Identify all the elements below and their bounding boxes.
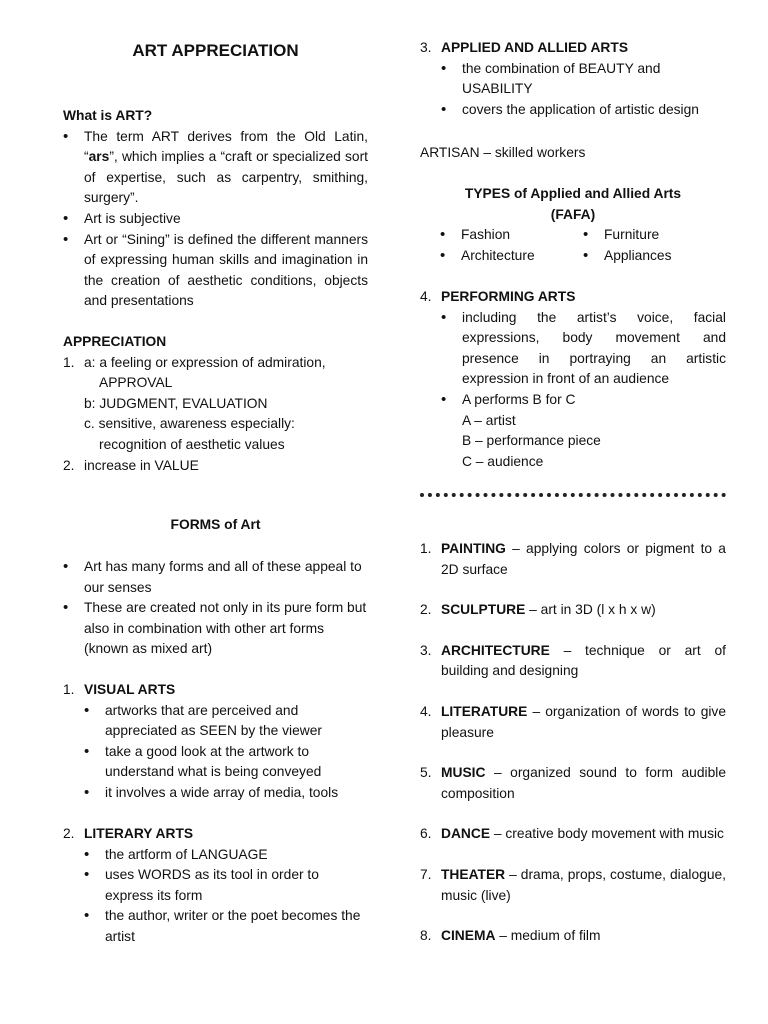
types-heading: TYPES of Applied and Allied Arts (FAFA): [464, 186, 682, 222]
forms-section: [63, 557, 368, 660]
what-is-art-bullet-3: • Art or “Sining” is defined the different manners of expressing human skills and imagination in the creation of aesthetic conditions, objects and presentations: [63, 230, 368, 312]
form-term: THEATER: [441, 866, 506, 882]
applied-arts-bullet-1: • the combination of BEAUTY and USABILITY: [441, 59, 726, 100]
appreciation-item-1: 1. a: a feeling or expression of admiration, APPROVAL b: JUDGMENT, EVALUATION c. sensitive, awareness especially: recognition of aesthetic values: [63, 354, 326, 452]
type-furniture: • Furniture: [583, 225, 726, 246]
forms-list: [420, 539, 726, 947]
form-term: LITERATURE: [441, 703, 528, 719]
what-is-art-heading: What is ART?: [63, 108, 153, 123]
form-list-item: 8. CINEMA – medium of film: [420, 928, 601, 944]
form-list-item: 3. ARCHITECTURE – technique or art of building and designing: [420, 642, 726, 679]
performing-arts-bullet-2: • A performs B for C A – artist B – performance piece C – audience: [441, 390, 726, 472]
what-is-art-section: [63, 106, 368, 312]
what-is-art-bullet-2: • Art is subjective: [63, 209, 368, 230]
visual-arts-item: 1. VISUAL ARTS • artworks that are perceived and appreciated as SEEN by the viewer • take a good look at the artwork to understand what is being conveyed • it involves a wide array of media, tools: [63, 680, 368, 804]
literary-arts-title: LITERARY ARTS: [84, 826, 194, 841]
literary-arts-bullet-1: • the artform of LANGUAGE: [84, 845, 368, 866]
forms-bullet-2: • These are created not only in its pure form but also in combination with other art forms (known as mixed art): [63, 598, 368, 660]
type-fashion: • Fashion: [440, 225, 583, 246]
form-definition: – organized sound to form audible composition: [441, 765, 726, 801]
visual-arts-section: [63, 680, 368, 804]
visual-arts-title: VISUAL ARTS: [84, 682, 176, 697]
form-term: PAINTING: [441, 541, 506, 556]
applied-arts-section: [420, 38, 726, 120]
performing-b: B – performance piece: [462, 433, 601, 449]
form-list-item: 7. THEATER – drama, props, costume, dialogue, music (live): [420, 866, 726, 903]
form-definition: – drama, props, costume, dialogue, music (live): [441, 866, 726, 903]
appreciation-item-2: 2. increase in VALUE: [63, 457, 199, 473]
visual-arts-bullet-1: • artworks that are perceived and appreciated as SEEN by the viewer: [84, 701, 368, 742]
applied-arts-title: APPLIED AND ALLIED ARTS: [441, 40, 629, 55]
dotted-divider: [420, 493, 726, 497]
performing-arts-section: [420, 287, 726, 472]
form-term: SCULPTURE: [441, 602, 526, 618]
page-title: ART APPRECIATION: [132, 41, 299, 60]
type-architecture: • Architecture: [440, 246, 583, 267]
types-list: [440, 225, 726, 266]
literary-arts-bullet-2: • uses WORDS as its tool in order to express its form: [84, 865, 368, 906]
form-list-item: 1. PAINTING – applying colors or pigment to a 2D surface: [420, 541, 726, 577]
visual-arts-bullet-3: • it involves a wide array of media, tools: [84, 783, 368, 804]
performing-c: C – audience: [462, 453, 544, 469]
form-term: ARCHITECTURE: [441, 642, 550, 658]
visual-arts-bullet-2: • take a good look at the artwork to understand what is being conveyed: [84, 742, 368, 783]
appreciation-section: [63, 332, 368, 476]
form-list-item: 5. MUSIC – organized sound to form audible composition: [420, 765, 726, 801]
form-definition: – organization of words to give pleasure: [441, 703, 726, 740]
performing-arts-item: 4. PERFORMING ARTS • including the artist’s voice, facial expressions, body movement and presence in portraying an artistic expression in front of an audience • A performs B for C A – artist B – performance piece C – audience: [420, 287, 726, 472]
artisan-definition: ARTISAN – skilled workers: [420, 145, 586, 160]
type-appliances: • Appliances: [583, 246, 726, 267]
literary-arts-bullet-3: • the author, writer or the poet becomes the artist: [84, 906, 368, 947]
literary-arts-item: 2. LITERARY ARTS • the artform of LANGUAGE • uses WORDS as its tool in order to express its form • the author, writer or the poet becomes the artist: [63, 824, 368, 948]
applied-arts-item: 3. APPLIED AND ALLIED ARTS • the combination of BEAUTY and USABILITY • covers the application of artistic design: [420, 38, 726, 120]
form-definition: – art in 3D (l x h x w): [525, 602, 656, 618]
form-term: MUSIC: [441, 765, 486, 781]
literary-arts-section: [63, 824, 368, 948]
what-is-art-bullet-1: • The term ART derives from the Old Latin, “ars”, which implies a “craft or specialized sort of expertise, such as carpentry, smithing, surgery”.: [63, 127, 368, 209]
performing-a: A – artist: [462, 412, 516, 428]
form-term: CINEMA: [441, 928, 496, 944]
applied-arts-bullet-2: • covers the application of artistic design: [441, 100, 726, 121]
forms-bullet-1: • Art has many forms and all of these appeal to our senses: [63, 557, 368, 598]
form-definition: – medium of film: [495, 928, 601, 944]
performing-arts-title: PERFORMING ARTS: [441, 289, 576, 304]
appreciation-heading: APPRECIATION: [63, 334, 167, 349]
form-definition: – creative body movement with music: [490, 826, 724, 842]
form-definition: – applying colors or pigment to a 2D surface: [441, 541, 726, 577]
performing-arts-bullet-1: • including the artist’s voice, facial expressions, body movement and presence in portraying an artistic expression in front of an audience: [441, 308, 726, 390]
form-term: DANCE: [441, 826, 491, 842]
form-definition: – technique or art of building and designing: [441, 642, 726, 679]
forms-heading: FORMS of Art: [170, 517, 261, 532]
form-list-item: 4. LITERATURE – organization of words to give pleasure: [420, 703, 726, 740]
form-list-item: 2. SCULPTURE – art in 3D (l x h x w): [420, 602, 656, 618]
form-list-item: 6. DANCE – creative body movement with music: [420, 826, 724, 842]
